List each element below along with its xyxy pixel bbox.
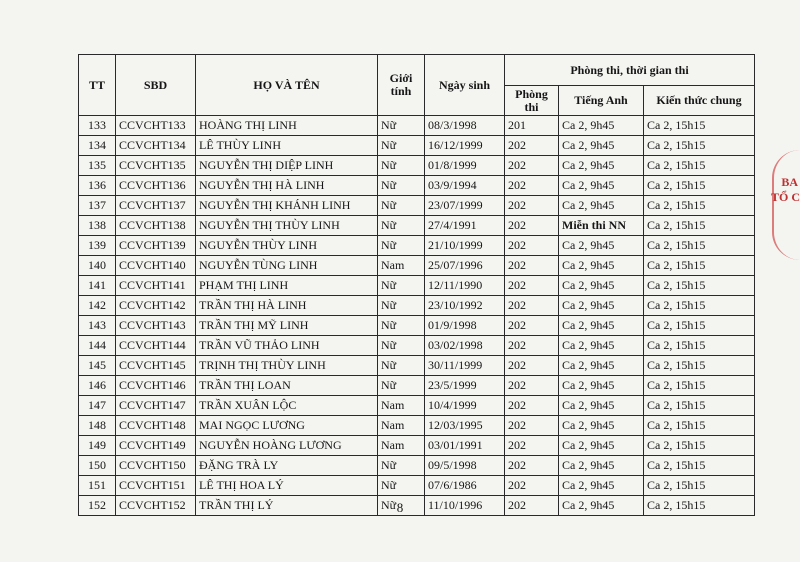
cell-gender: Nam [378, 416, 425, 436]
cell-sbd: CCVCHT139 [116, 236, 196, 256]
cell-english: Ca 2, 9h45 [559, 296, 644, 316]
cell-tt: 138 [79, 216, 116, 236]
cell-name: TRẦN THỊ LÝ [196, 496, 378, 516]
cell-room: 202 [505, 196, 559, 216]
cell-name: NGUYỄN THỊ HÀ LINH [196, 176, 378, 196]
cell-general: Ca 2, 15h15 [644, 396, 755, 416]
cell-tt: 148 [79, 416, 116, 436]
cell-english: Ca 2, 9h45 [559, 236, 644, 256]
cell-english: Ca 2, 9h45 [559, 416, 644, 436]
cell-name: TRẦN THỊ LOAN [196, 376, 378, 396]
table-row [79, 296, 755, 316]
cell-name: TRẦN THỊ MỸ LINH [196, 316, 378, 336]
cell-dob: 10/4/1999 [425, 396, 505, 416]
cell-room: 202 [505, 216, 559, 236]
cell-english: Ca 2, 9h45 [559, 136, 644, 156]
cell-name: NGUYỄN TÙNG LINH [196, 256, 378, 276]
header-room: Phòng thi [505, 86, 559, 116]
cell-tt: 136 [79, 176, 116, 196]
cell-general: Ca 2, 15h15 [644, 196, 755, 216]
cell-name: LÊ THỊ HOA LÝ [196, 476, 378, 496]
cell-tt: 139 [79, 236, 116, 256]
cell-room: 202 [505, 136, 559, 156]
cell-tt: 141 [79, 276, 116, 296]
cell-sbd: CCVCHT137 [116, 196, 196, 216]
cell-english: Ca 2, 9h45 [559, 176, 644, 196]
cell-room: 202 [505, 376, 559, 396]
header-sbd: SBD [116, 55, 196, 116]
cell-english: Ca 2, 9h45 [559, 456, 644, 476]
cell-gender: Nữ [378, 356, 425, 376]
cell-gender: Nữ [378, 456, 425, 476]
cell-room: 202 [505, 496, 559, 516]
cell-english: Ca 2, 9h45 [559, 256, 644, 276]
cell-gender: Nữ [378, 136, 425, 156]
cell-general: Ca 2, 15h15 [644, 356, 755, 376]
cell-name: NGUYỄN THỊ KHÁNH LINH [196, 196, 378, 216]
cell-dob: 30/11/1999 [425, 356, 505, 376]
cell-sbd: CCVCHT138 [116, 216, 196, 236]
cell-general: Ca 2, 15h15 [644, 156, 755, 176]
cell-gender: Nữ [378, 496, 425, 516]
cell-sbd: CCVCHT136 [116, 176, 196, 196]
stamp-text-2: TỔ C [770, 190, 800, 204]
cell-room: 202 [505, 296, 559, 316]
cell-name: TRẦN XUÂN LỘC [196, 396, 378, 416]
cell-general: Ca 2, 15h15 [644, 376, 755, 396]
cell-gender: Nữ [378, 296, 425, 316]
cell-gender: Nam [378, 396, 425, 416]
cell-room: 202 [505, 276, 559, 296]
cell-general: Ca 2, 15h15 [644, 136, 755, 156]
cell-room: 202 [505, 436, 559, 456]
cell-english: Ca 2, 9h45 [559, 376, 644, 396]
cell-general: Ca 2, 15h15 [644, 256, 755, 276]
cell-room: 202 [505, 236, 559, 256]
table-row [79, 256, 755, 276]
cell-general: Ca 2, 15h15 [644, 436, 755, 456]
cell-tt: 146 [79, 376, 116, 396]
cell-room: 202 [505, 416, 559, 436]
cell-sbd: CCVCHT149 [116, 436, 196, 456]
cell-sbd: CCVCHT133 [116, 116, 196, 136]
table-row [79, 356, 755, 376]
cell-gender: Nữ [378, 476, 425, 496]
cell-sbd: CCVCHT143 [116, 316, 196, 336]
cell-sbd: CCVCHT152 [116, 496, 196, 516]
cell-dob: 23/5/1999 [425, 376, 505, 396]
cell-tt: 147 [79, 396, 116, 416]
cell-general: Ca 2, 15h15 [644, 216, 755, 236]
cell-dob: 16/12/1999 [425, 136, 505, 156]
cell-name: ĐẶNG TRÀ LY [196, 456, 378, 476]
cell-sbd: CCVCHT147 [116, 396, 196, 416]
cell-gender: Nữ [378, 216, 425, 236]
table-row [79, 436, 755, 456]
cell-tt: 143 [79, 316, 116, 336]
cell-dob: 01/8/1999 [425, 156, 505, 176]
cell-gender: Nữ [378, 336, 425, 356]
cell-name: LÊ THÙY LINH [196, 136, 378, 156]
table-row [79, 196, 755, 216]
cell-dob: 23/10/1992 [425, 296, 505, 316]
table-row [79, 376, 755, 396]
cell-english: Ca 2, 9h45 [559, 316, 644, 336]
cell-room: 202 [505, 476, 559, 496]
cell-name: NGUYỄN HOÀNG LƯƠNG [196, 436, 378, 456]
cell-gender: Nữ [378, 116, 425, 136]
cell-english: Ca 2, 9h45 [559, 476, 644, 496]
cell-gender: Nữ [378, 176, 425, 196]
header-exam-group: Phòng thi, thời gian thi [505, 55, 755, 86]
cell-sbd: CCVCHT134 [116, 136, 196, 156]
cell-name: HOÀNG THỊ LINH [196, 116, 378, 136]
cell-room: 202 [505, 176, 559, 196]
cell-english: Ca 2, 9h45 [559, 356, 644, 376]
cell-tt: 151 [79, 476, 116, 496]
cell-gender: Nữ [378, 156, 425, 176]
stamp-edge [772, 150, 800, 260]
cell-name: PHẠM THỊ LINH [196, 276, 378, 296]
cell-dob: 21/10/1999 [425, 236, 505, 256]
header-general: Kiến thức chung [644, 86, 755, 116]
table-row [79, 176, 755, 196]
cell-name: NGUYỄN THỊ DIỆP LINH [196, 156, 378, 176]
cell-dob: 12/03/1995 [425, 416, 505, 436]
cell-dob: 11/10/1996 [425, 496, 505, 516]
table-row [79, 456, 755, 476]
table-row [79, 136, 755, 156]
cell-general: Ca 2, 15h15 [644, 276, 755, 296]
table-row [79, 236, 755, 256]
cell-sbd: CCVCHT142 [116, 296, 196, 316]
cell-name: TRỊNH THỊ THÙY LINH [196, 356, 378, 376]
cell-tt: 149 [79, 436, 116, 456]
cell-gender: Nữ [378, 196, 425, 216]
cell-dob: 03/01/1991 [425, 436, 505, 456]
table-row [79, 276, 755, 296]
cell-tt: 152 [79, 496, 116, 516]
header-dob: Ngày sinh [425, 55, 505, 116]
cell-room: 202 [505, 396, 559, 416]
cell-tt: 145 [79, 356, 116, 376]
cell-name: NGUYỄN THÙY LINH [196, 236, 378, 256]
cell-sbd: CCVCHT140 [116, 256, 196, 276]
cell-room: 202 [505, 336, 559, 356]
table-row [79, 216, 755, 236]
page-number: 8 [396, 500, 404, 515]
cell-general: Ca 2, 15h15 [644, 496, 755, 516]
header-gender: Giới tính [378, 55, 425, 116]
table-row [79, 476, 755, 496]
cell-tt: 144 [79, 336, 116, 356]
table-row [79, 416, 755, 436]
header-english: Tiếng Anh [559, 86, 644, 116]
cell-gender: Nữ [378, 376, 425, 396]
table-row [79, 396, 755, 416]
stamp-text-1: BA [781, 175, 798, 189]
cell-general: Ca 2, 15h15 [644, 236, 755, 256]
cell-english: Ca 2, 9h45 [559, 436, 644, 456]
cell-english: Ca 2, 9h45 [559, 396, 644, 416]
header-row-top [79, 55, 755, 86]
cell-dob: 25/07/1996 [425, 256, 505, 276]
cell-general: Ca 2, 15h15 [644, 176, 755, 196]
cell-room: 202 [505, 256, 559, 276]
cell-sbd: CCVCHT148 [116, 416, 196, 436]
cell-dob: 08/3/1998 [425, 116, 505, 136]
cell-dob: 01/9/1998 [425, 316, 505, 336]
cell-dob: 23/07/1999 [425, 196, 505, 216]
cell-general: Ca 2, 15h15 [644, 456, 755, 476]
cell-dob: 07/6/1986 [425, 476, 505, 496]
cell-tt: 134 [79, 136, 116, 156]
cell-room: 202 [505, 316, 559, 336]
cell-sbd: CCVCHT135 [116, 156, 196, 176]
cell-english: Ca 2, 9h45 [559, 156, 644, 176]
cell-gender: Nữ [378, 276, 425, 296]
cell-room: 201 [505, 116, 559, 136]
cell-tt: 150 [79, 456, 116, 476]
cell-english: Ca 2, 9h45 [559, 196, 644, 216]
cell-english: Miễn thi NN [559, 216, 644, 236]
cell-tt: 135 [79, 156, 116, 176]
table-row [79, 496, 755, 516]
cell-sbd: CCVCHT150 [116, 456, 196, 476]
cell-english: Ca 2, 9h45 [559, 116, 644, 136]
cell-sbd: CCVCHT151 [116, 476, 196, 496]
cell-sbd: CCVCHT145 [116, 356, 196, 376]
cell-tt: 140 [79, 256, 116, 276]
cell-general: Ca 2, 15h15 [644, 116, 755, 136]
cell-general: Ca 2, 15h15 [644, 416, 755, 436]
cell-general: Ca 2, 15h15 [644, 316, 755, 336]
cell-general: Ca 2, 15h15 [644, 296, 755, 316]
candidate-table [78, 54, 755, 516]
cell-sbd: CCVCHT141 [116, 276, 196, 296]
cell-dob: 03/9/1994 [425, 176, 505, 196]
table-row [79, 336, 755, 356]
cell-name: TRẦN VŨ THẢO LINH [196, 336, 378, 356]
cell-room: 202 [505, 156, 559, 176]
table-row [79, 116, 755, 136]
cell-name: MAI NGỌC LƯƠNG [196, 416, 378, 436]
header-name: HỌ VÀ TÊN [196, 55, 378, 116]
cell-gender: Nữ [378, 236, 425, 256]
cell-gender: Nữ [378, 316, 425, 336]
cell-dob: 12/11/1990 [425, 276, 505, 296]
cell-english: Ca 2, 9h45 [559, 496, 644, 516]
table-row [79, 156, 755, 176]
table-body [79, 116, 755, 516]
header-tt: TT [79, 55, 116, 116]
cell-dob: 27/4/1991 [425, 216, 505, 236]
cell-tt: 137 [79, 196, 116, 216]
cell-tt: 142 [79, 296, 116, 316]
cell-tt: 133 [79, 116, 116, 136]
cell-english: Ca 2, 9h45 [559, 336, 644, 356]
cell-name: NGUYỄN THỊ THÙY LINH [196, 216, 378, 236]
cell-room: 202 [505, 456, 559, 476]
cell-english: Ca 2, 9h45 [559, 276, 644, 296]
cell-sbd: CCVCHT144 [116, 336, 196, 356]
cell-dob: 03/02/1998 [425, 336, 505, 356]
cell-room: 202 [505, 356, 559, 376]
cell-dob: 09/5/1998 [425, 456, 505, 476]
cell-sbd: CCVCHT146 [116, 376, 196, 396]
cell-general: Ca 2, 15h15 [644, 336, 755, 356]
cell-general: Ca 2, 15h15 [644, 476, 755, 496]
cell-gender: Nam [378, 436, 425, 456]
cell-gender: Nam [378, 256, 425, 276]
table-row [79, 316, 755, 336]
cell-name: TRẦN THỊ HÀ LINH [196, 296, 378, 316]
